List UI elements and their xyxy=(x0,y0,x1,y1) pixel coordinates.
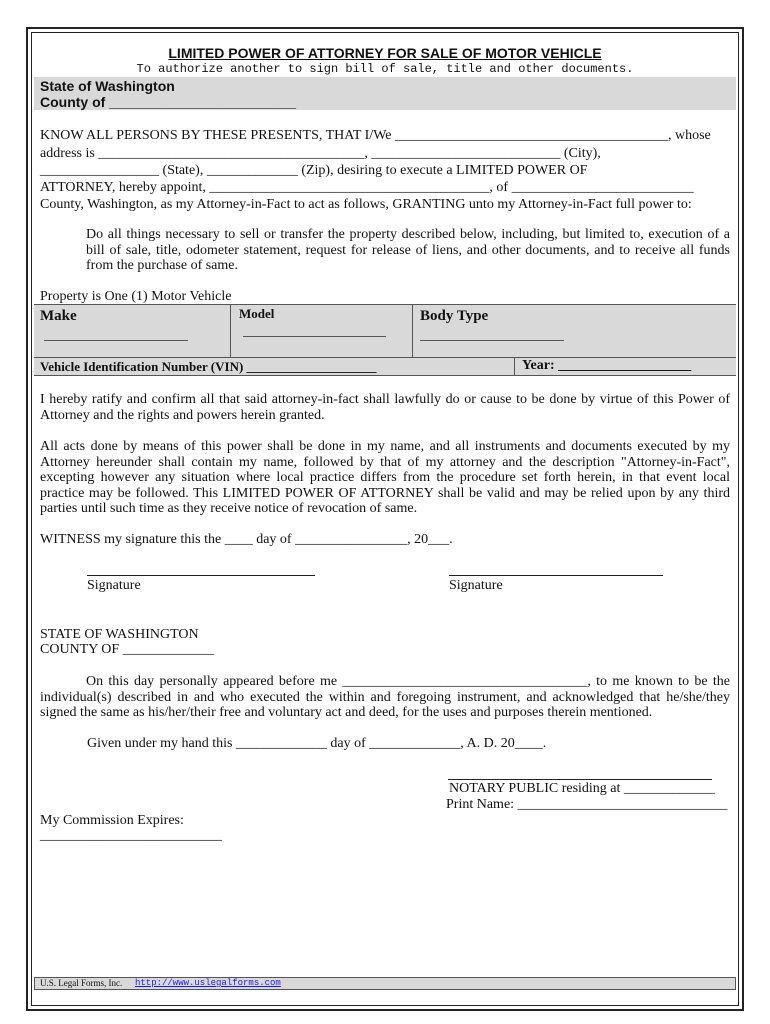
state-line: State of Washington xyxy=(40,78,175,94)
know-line-5: County, Washington, as my Attorney-in-Fact to act as follows, GRANTING unto my Attorney-in-Fact full power to: xyxy=(40,197,692,212)
county-line: County of ________________________ xyxy=(40,94,297,110)
witness-line: WITNESS my signature this the ____ day of ________________, 20___. xyxy=(40,532,453,547)
model-label: Model xyxy=(239,306,275,321)
commission-label: My Commission Expires: xyxy=(40,813,184,828)
signature-label-left: Signature xyxy=(87,578,141,593)
notary-print-name: Print Name: ______________________________ xyxy=(446,797,728,812)
vin-label: Vehicle Identification Number (VIN) ____________________ xyxy=(40,359,377,374)
given-line: Given under my hand this _____________ day of _____________, A. D. 20____. xyxy=(87,736,547,751)
notary-signature-line xyxy=(448,779,712,780)
column-divider xyxy=(412,305,413,358)
footer-company: U.S. Legal Forms, Inc. xyxy=(40,978,123,988)
signature-line-right xyxy=(449,575,663,576)
ratify-paragraph: I hereby ratify and confirm all that said attorney-in-fact shall lawfully do or cause to be done by virtue of this Power of Attorney and the rights and powers herein granted. xyxy=(40,392,730,423)
know-line-4: ATTORNEY, hereby appoint, ________________________________________, of __________________________ xyxy=(40,180,694,195)
model-line xyxy=(243,336,386,337)
make-line xyxy=(44,340,188,341)
notary-residing: NOTARY PUBLIC residing at _____________ xyxy=(449,781,715,796)
notary-appeared-paragraph: On this day personally appeared before me ___________________________________, to me known to be the individual(s) described in and who executed the within and foregoing instrument, and acknowledged that he/she/they signed the same as his/her/their free and voluntary act and deed, for the uses and purposes therein mentioned. xyxy=(40,674,730,720)
document-title: LIMITED POWER OF ATTORNEY FOR SALE OF MOTOR VEHICLE xyxy=(168,45,602,61)
body-type-line xyxy=(420,340,564,341)
know-line-3: _________________ (State), _____________ (Zip), desiring to execute a LIMITED POWER OF xyxy=(40,163,588,178)
know-line-2: address is ______________________________________, ___________________________ (City), xyxy=(40,146,601,161)
signature-label-right: Signature xyxy=(449,578,503,593)
know-line-1: KNOW ALL PERSONS BY THESE PRESENTS, THAT I/We _______________________________________, whose xyxy=(40,128,711,143)
make-label: Make xyxy=(40,308,77,324)
footer-bar xyxy=(34,977,736,990)
vin-row xyxy=(34,357,736,376)
acts-paragraph: All acts done by means of this power shall be done in my name, and all instruments and documents executed by my Attorney hereunder shall contain my name, followed by that of my attorney and the description "Attorney-in-Fact", excepting however any situation where local practice differs from the procedure set forth herein, in that event local practice may be followed. This LIMITED POWER OF ATTORNEY shall be valid and may be relied upon by any third parties until such time as they receive notice of revocation of same. xyxy=(40,439,730,516)
column-divider xyxy=(230,305,231,358)
commission-line: __________________________ xyxy=(40,828,222,843)
document-subtitle: To authorize another to sign bill of sale, title and other documents. xyxy=(136,62,634,76)
body-type-label: Body Type xyxy=(420,308,489,324)
powers-paragraph: Do all things necessary to sell or transfer the property described below, including, but limited to, execution of a bill of sale, title, odometer statement, request for release of liens, and other documents, and to receive all funds from the purchase of same. xyxy=(86,227,730,273)
notary-state: STATE OF WASHINGTON xyxy=(40,627,199,642)
year-label: Year: ___________________ xyxy=(522,358,692,373)
vehicle-details-box xyxy=(34,304,736,358)
jurisdiction-box xyxy=(34,77,736,110)
column-divider xyxy=(514,358,515,375)
footer-url-link[interactable]: http://www.uslegalforms.com xyxy=(135,978,281,988)
property-label: Property is One (1) Motor Vehicle xyxy=(40,289,232,304)
signature-line-left xyxy=(87,575,315,576)
notary-county: COUNTY OF _____________ xyxy=(40,642,214,657)
